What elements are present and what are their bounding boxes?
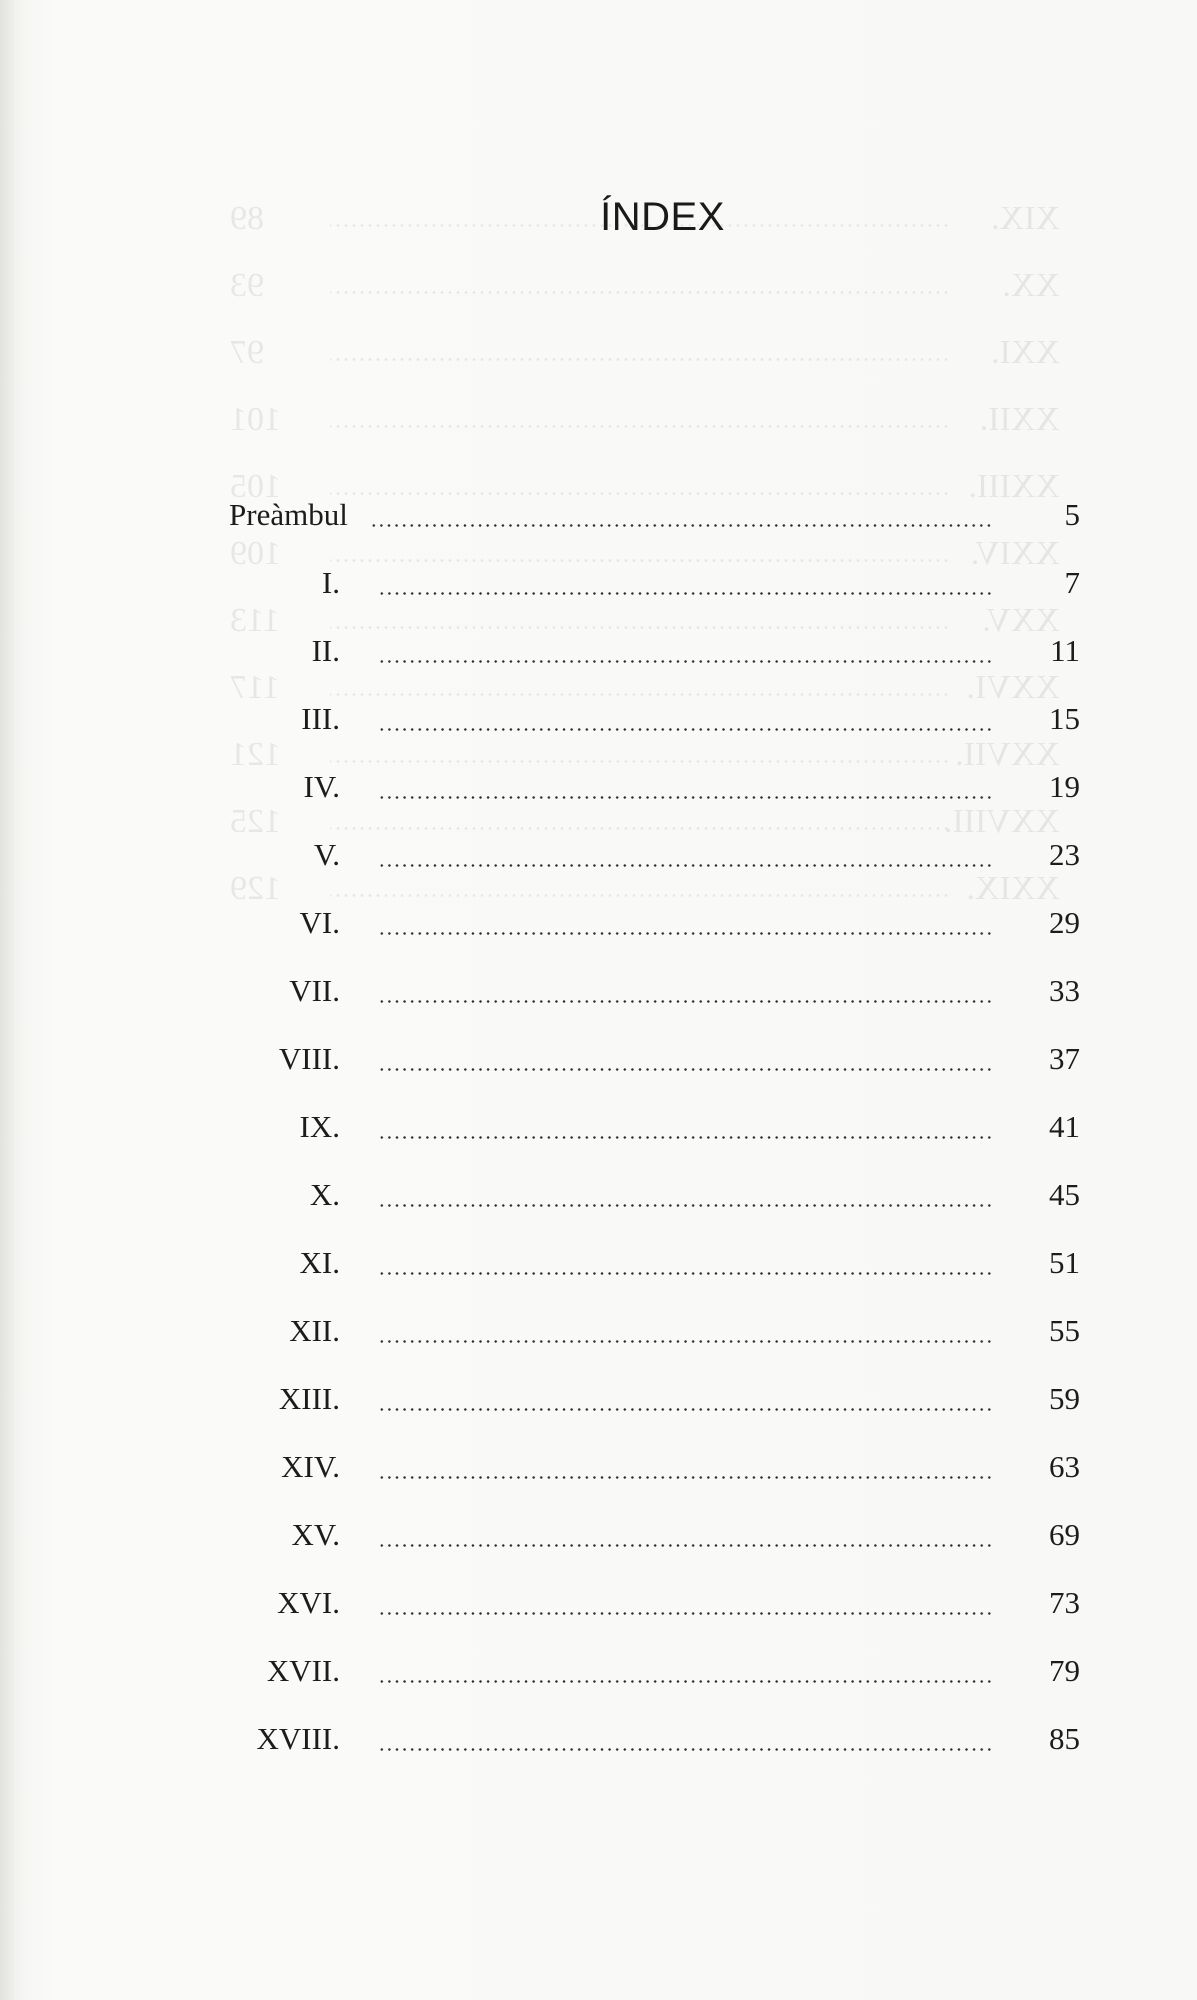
bleed-through-label: XX. [1002,267,1060,304]
toc-dot-leader [378,1000,993,1003]
toc-entry[interactable] [0,1721,1197,1789]
toc-entry-page: 11 [1050,633,1080,668]
toc-entry-label: III. [301,701,340,736]
toc-entry-label: V. [313,837,340,872]
toc-entry-page: 73 [1049,1585,1080,1620]
toc-entry-page: 41 [1049,1109,1080,1144]
toc-entry-page: 59 [1049,1381,1080,1416]
toc-dot-leader [370,524,993,527]
toc-dot-leader [378,1204,993,1207]
bleed-through-row [230,401,1060,468]
toc-dot-leader [378,1748,993,1751]
toc-entry-page: 33 [1049,973,1080,1008]
bleed-through-label: XXVII. [955,736,1060,773]
toc-entry[interactable] [0,837,1197,905]
toc-entry-page: 51 [1049,1245,1080,1280]
toc-entry-page: 63 [1049,1449,1080,1484]
toc-dot-leader [378,932,993,935]
toc-entry-page: 5 [1064,497,1080,532]
bleed-through-page: 97 [230,334,264,371]
bleed-through-page: 105 [230,468,281,505]
toc-entry-label: XIII. [278,1381,340,1416]
toc-dot-leader [378,1068,993,1071]
toc-entry-label: IV. [303,769,340,804]
toc-dot-leader [378,728,993,731]
toc-entry-label: IX. [299,1109,340,1144]
toc-entry-label: XVII. [266,1653,340,1688]
toc-dot-leader [378,864,993,867]
toc-entry[interactable] [0,1245,1197,1313]
toc-entry[interactable] [0,1177,1197,1245]
toc-entry-page: 55 [1049,1313,1080,1348]
toc-entry-label: XVIII. [256,1721,340,1756]
bleed-through-label: XIX. [991,200,1060,237]
toc-entry[interactable] [0,905,1197,973]
toc-entry-page: 85 [1049,1721,1080,1756]
bleed-through-page: 129 [230,870,281,907]
bleed-through-label: XXIII. [968,468,1060,505]
bleed-through-page: 101 [230,401,281,438]
bleed-through-page: 89 [230,200,264,237]
toc-dot-leader [378,1476,993,1479]
bleed-through-label: XXIX. [966,870,1060,907]
toc-entry[interactable] [0,1585,1197,1653]
bleed-through-page: 117 [230,669,280,706]
toc-dot-leader [378,592,993,595]
toc-entry[interactable] [0,1449,1197,1517]
toc-entry[interactable] [0,769,1197,837]
toc-entry-label: X. [309,1177,340,1212]
toc-dot-leader [378,1272,993,1275]
bleed-through-label: XXIV. [970,535,1060,572]
toc-entry-label: VIII. [278,1041,340,1076]
bleed-through-label: XXVIII. [943,803,1060,840]
toc-entry[interactable] [0,497,1197,565]
toc-entry-page: 29 [1049,905,1080,940]
toc-entry-label: XVI. [277,1585,340,1620]
toc-entry-page: 7 [1064,565,1080,600]
toc-dot-leader [378,1408,993,1411]
page-title: ÍNDEX [600,195,725,239]
toc-entry-label: XV. [291,1517,340,1552]
bleed-through-label: XXII. [979,401,1060,438]
toc-entry-page: 15 [1049,701,1080,736]
toc-entry[interactable] [0,1653,1197,1721]
bleed-through-page: 121 [230,736,281,773]
toc-entry-label: XIV. [281,1449,340,1484]
toc-entry[interactable] [0,973,1197,1041]
toc-dot-leader [378,1136,993,1139]
toc-dot-leader [378,1680,993,1683]
toc-entry-label: XI. [299,1245,340,1280]
bleed-through-row [230,267,1060,334]
toc-dot-leader [378,1544,993,1547]
toc-dot-leader [378,1612,993,1615]
toc-entry-label: I. [321,565,340,600]
toc-entry[interactable] [0,633,1197,701]
toc-entry[interactable] [0,1109,1197,1177]
toc-dot-leader [378,796,993,799]
toc-entry-page: 23 [1049,837,1080,872]
toc-entry-label: XII. [289,1313,340,1348]
bleed-through-row [230,334,1060,401]
bleed-through-page: 113 [230,602,280,639]
bleed-through-label: XXVI. [966,669,1060,706]
toc-entry-page: 79 [1049,1653,1080,1688]
toc-entry-label: VII. [289,973,340,1008]
bleed-through-page: 109 [230,535,281,572]
bleed-through-label: XXV. [982,602,1060,639]
toc-entry[interactable] [0,1517,1197,1585]
toc-entry-label: II. [311,633,340,668]
toc-entry-page: 69 [1049,1517,1080,1552]
toc-entry[interactable] [0,1313,1197,1381]
toc-entry-page: 37 [1049,1041,1080,1076]
toc-entry[interactable] [0,701,1197,769]
toc-entry-page: 45 [1049,1177,1080,1212]
toc-entry[interactable] [0,565,1197,633]
toc-dot-leader [378,660,993,663]
bleed-through-page: 93 [230,267,264,304]
toc-entry[interactable] [0,1041,1197,1109]
bleed-through-page: 125 [230,803,281,840]
toc-entry-page: 19 [1049,769,1080,804]
toc-dot-leader [378,1340,993,1343]
bleed-through-label: XXI. [991,334,1060,371]
toc-entry-label: Preàmbul [229,497,348,532]
toc-entry[interactable] [0,1381,1197,1449]
toc-entry-label: VI. [299,905,340,940]
